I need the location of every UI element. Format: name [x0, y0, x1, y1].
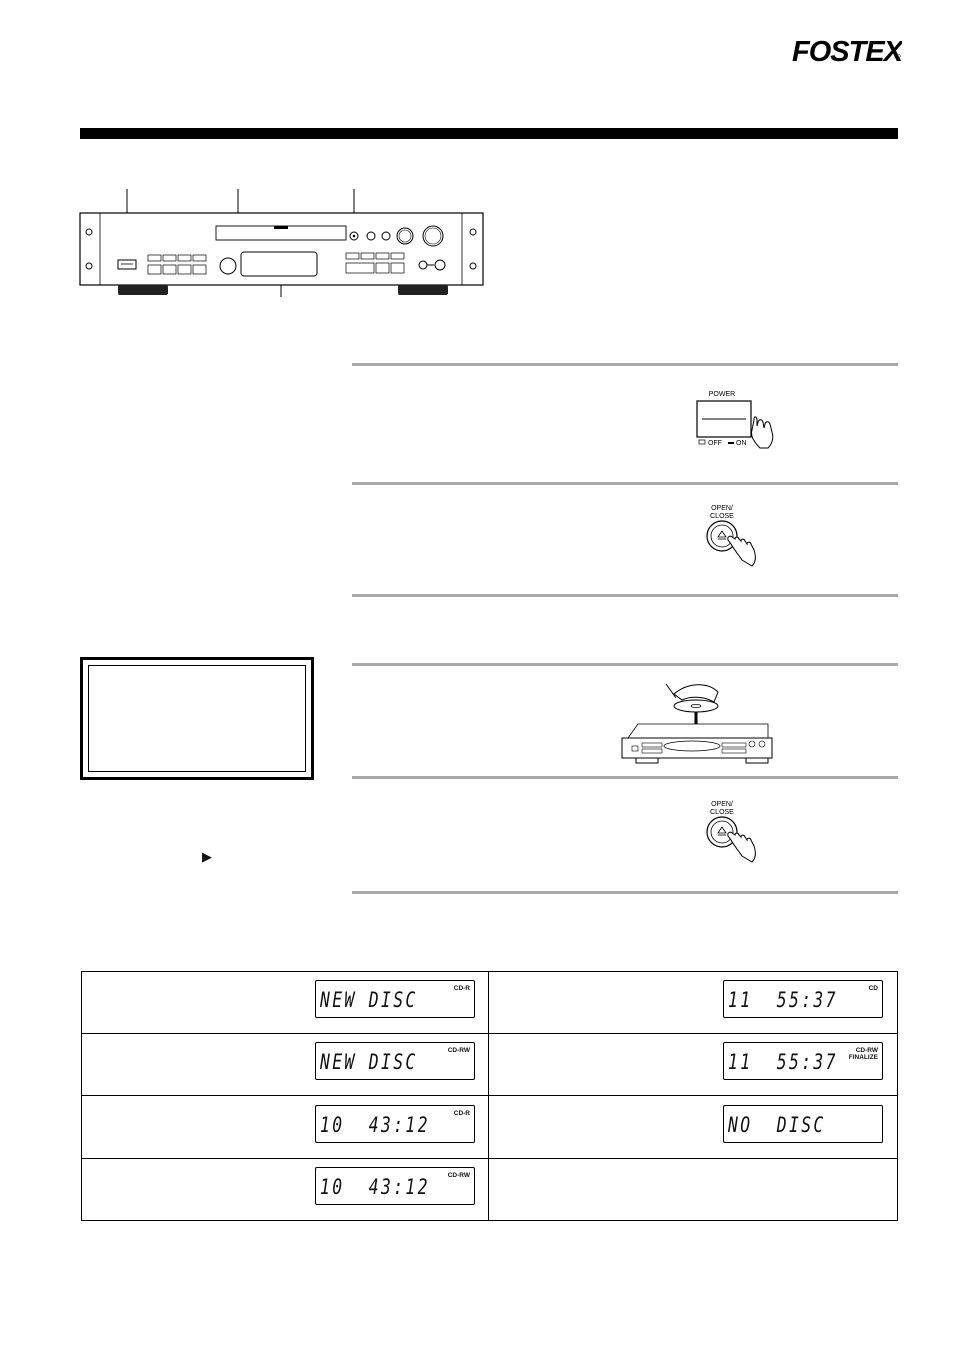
open-close-illustration-2 [694, 796, 764, 872]
disc-type-indicator: CD-R [453, 985, 470, 992]
step-divider [352, 891, 898, 894]
disc-type-indicator: CD-RW [447, 1047, 470, 1054]
lcd-segment-text: 10 43:12 [320, 1113, 430, 1137]
front-panel-illustration [78, 185, 488, 305]
lcd-segment-text: 10 43:12 [320, 1175, 430, 1199]
table-row-divider [82, 1158, 897, 1159]
lcd-segment-text: NEW DISC [320, 988, 418, 1012]
disc-type-indicator: CD-R [453, 1110, 470, 1117]
display-examples-table [81, 971, 898, 1221]
lcd-segment-text: 11 55:37 [728, 1050, 838, 1074]
disc-type-indicator [849, 1047, 878, 1061]
logo-text: FOSTEX [792, 36, 902, 68]
lcd-segment-text: NEW DISC [320, 1050, 418, 1074]
hand-pointer-icon [728, 536, 756, 566]
disc-type-indicator-line1: CD-RW [855, 1047, 878, 1054]
lcd-display [315, 1042, 475, 1080]
lcd-display [315, 1167, 475, 1205]
open-close-label-1: OPEN/ [711, 801, 733, 808]
play-icon: ▶ [202, 849, 212, 864]
lcd-segment-text: 11 55:37 [728, 988, 838, 1012]
hand-pointer-icon [728, 832, 756, 862]
lcd-display [723, 1105, 883, 1143]
table-column-divider [488, 972, 489, 1220]
open-close-label-2: CLOSE [710, 513, 734, 520]
step-divider [352, 663, 898, 666]
power-label: POWER [708, 391, 736, 398]
lcd-display [723, 980, 883, 1018]
table-row-divider [82, 1033, 897, 1034]
section-title-bar [80, 128, 898, 139]
fostex-logo [790, 30, 902, 70]
disc-type-indicator: CD [868, 985, 878, 992]
power-on-label: ON [736, 440, 747, 447]
lcd-display [315, 980, 475, 1018]
step-divider [352, 776, 898, 779]
open-close-illustration [694, 500, 764, 576]
power-off-label: OFF [708, 440, 722, 447]
step-divider [352, 363, 898, 366]
table-row-divider [82, 1095, 897, 1096]
finalize-indicator: FINALIZE [848, 1054, 878, 1061]
disc-type-indicator: CD-RW [447, 1172, 470, 1179]
lcd-display [315, 1105, 475, 1143]
lcd-segment-text: NO DISC [728, 1113, 826, 1137]
hand-pointer-icon [751, 417, 772, 448]
open-close-label-2: CLOSE [710, 809, 734, 816]
open-close-label-1: OPEN/ [711, 505, 733, 512]
disc-loading-illustration [618, 676, 778, 768]
step-divider [352, 482, 898, 485]
power-switch-illustration [690, 386, 780, 458]
lcd-display [723, 1042, 883, 1080]
note-box [80, 657, 314, 780]
note-box-inner-frame [88, 665, 306, 772]
step-divider [352, 594, 898, 597]
